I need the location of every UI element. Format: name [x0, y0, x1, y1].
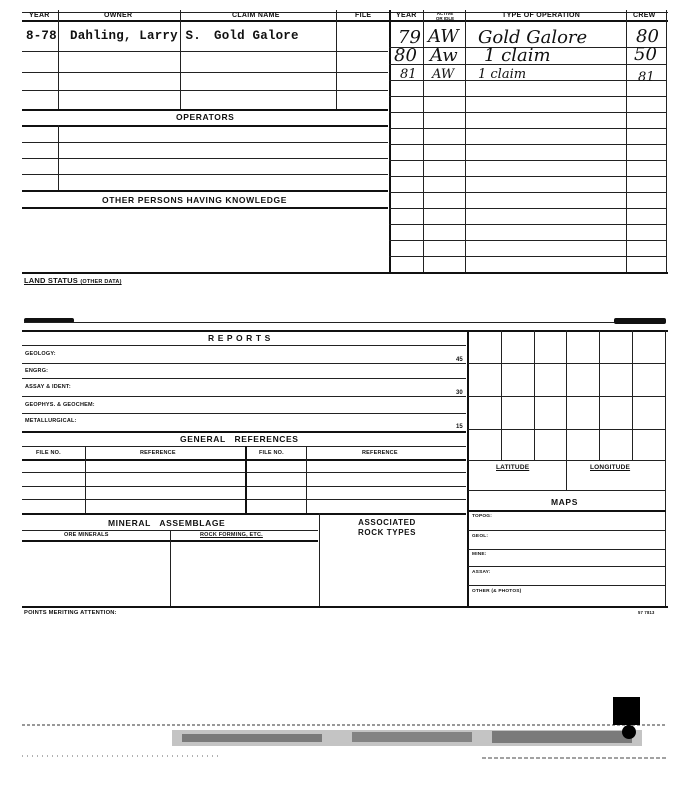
- op-status: AW: [432, 67, 455, 82]
- row-rule: [22, 207, 388, 209]
- scan-artifact-band: [22, 722, 666, 770]
- ops-row-rule: [389, 176, 667, 177]
- row-rule: [22, 142, 388, 143]
- refs-divider: [306, 446, 307, 513]
- associated-rock-types-heading: ASSOCIATED ROCK TYPES: [358, 518, 417, 537]
- report-label: GEOLOGY:: [25, 351, 56, 357]
- reports-rule: [22, 413, 466, 414]
- map-row-label: ASSAY:: [472, 570, 491, 575]
- ops-year-header: YEAR: [396, 12, 417, 19]
- reports-rule: [22, 363, 466, 364]
- maps-rule: [468, 530, 666, 531]
- claims-col-divider: [336, 10, 337, 110]
- ops-crew-header: CREW: [633, 12, 656, 19]
- rock-forming-header: ROCK FORMING, ETC.: [200, 532, 263, 538]
- refs-rule: [22, 513, 466, 515]
- mineral-divider: [319, 513, 320, 606]
- ops-row-rule: [389, 256, 667, 257]
- claim-name: Gold Galore: [214, 29, 299, 43]
- ops-row-rule: [389, 160, 667, 161]
- op-status: AW: [428, 26, 459, 47]
- claim-year: 8-78: [26, 29, 57, 43]
- map-row-label: TOPOG:: [472, 514, 493, 519]
- bottom-rule: [22, 606, 668, 608]
- op-type: 1 claim: [484, 45, 551, 66]
- grid-line: [468, 363, 666, 364]
- mineral-assemblage-heading: MINERAL ASSEMBLAGE: [108, 518, 226, 528]
- report-number: 15: [456, 424, 463, 430]
- ops-type-header: TYPE OF OPERATION: [502, 12, 581, 19]
- ops-row-rule: [389, 224, 667, 225]
- grid-line: [599, 330, 600, 460]
- separator-rule: [24, 322, 664, 323]
- grid-line: [468, 396, 666, 397]
- claims-table: [22, 10, 390, 272]
- ops-row-rule: [389, 144, 667, 145]
- map-row-label: OTHER (& PHOTOS): [472, 589, 522, 594]
- op-crew: 81: [638, 70, 655, 85]
- operations-divider: [423, 10, 424, 273]
- row-rule: [22, 174, 388, 175]
- map-row-label: GEOL:: [472, 534, 489, 539]
- op-crew: 80: [636, 26, 659, 47]
- claim-owner: Dahling, Larry S.: [70, 29, 201, 43]
- header-rule: [22, 20, 668, 22]
- ops-row-rule: [389, 208, 667, 209]
- refs-divider: [85, 446, 86, 513]
- report-label: ASSAY & IDENT:: [25, 384, 71, 390]
- operators-heading: OPERATORS: [176, 112, 235, 122]
- claims-year-header: YEAR: [29, 12, 50, 19]
- row-rule: [22, 158, 388, 159]
- operations-right-border: [666, 10, 667, 273]
- op-year: 80: [394, 45, 417, 66]
- maps-rule: [468, 549, 666, 550]
- refs-rule: [22, 459, 466, 461]
- claims-col-divider: [180, 10, 181, 110]
- reports-rule: [22, 431, 466, 433]
- report-number: 45: [456, 357, 463, 363]
- claims-owner-header: OWNER: [104, 12, 133, 19]
- op-crew: 50: [634, 44, 657, 65]
- operators-divider: [58, 125, 59, 190]
- scan-black-dot: [622, 725, 636, 739]
- grid-line: [534, 330, 535, 460]
- op-year: 79: [398, 27, 421, 48]
- maps-rule: [468, 490, 666, 491]
- map-row-label: MINE:: [472, 552, 487, 557]
- ops-active-header: ACTIVE OR IDLE: [435, 11, 455, 21]
- operations-divider: [626, 10, 627, 273]
- grid-line: [468, 429, 666, 430]
- operations-left-border: [389, 10, 391, 273]
- longitude-label: LONGITUDE: [590, 464, 631, 471]
- ref-reference-header: REFERENCE: [362, 450, 398, 456]
- op-status: Aw: [430, 45, 458, 66]
- refs-rule: [22, 499, 466, 500]
- refs-rule: [22, 446, 466, 447]
- operations-divider: [465, 10, 466, 273]
- ref-reference-header: REFERENCE: [140, 450, 176, 456]
- row-rule: [22, 109, 388, 111]
- grid-line: [501, 330, 502, 460]
- row-rule: [22, 90, 388, 91]
- ops-row-rule: [389, 192, 667, 193]
- reports-rule: [22, 345, 466, 346]
- form-number: 57 7813: [638, 610, 655, 615]
- ops-row-rule: [389, 112, 667, 113]
- mineral-divider: [170, 530, 171, 606]
- ref-file-no-header: FILE NO.: [36, 450, 61, 456]
- points-meriting-attention-label: POINTS MERITING ATTENTION:: [24, 610, 117, 616]
- report-number: 30: [456, 390, 463, 396]
- other-persons-heading: OTHER PERSONS HAVING KNOWLEDGE: [102, 195, 288, 205]
- grid-line: [632, 330, 633, 460]
- grid-line: [566, 330, 567, 490]
- op-type: 1 claim: [478, 67, 527, 82]
- reports-right-border: [467, 330, 469, 606]
- separator-bar-right: [614, 318, 666, 324]
- latitude-label: LATITUDE: [496, 464, 530, 471]
- reports-rule: [22, 378, 466, 379]
- ops-row-rule: [389, 80, 667, 81]
- report-label: GEOPHYS. & GEOCHEM:: [25, 402, 95, 408]
- grid-line: [468, 460, 666, 461]
- reports-top-rule: [22, 330, 668, 332]
- ore-minerals-header: ORE MINERALS: [64, 532, 109, 538]
- claims-name-header: CLAIM NAME: [232, 12, 280, 19]
- claims-col-divider: [58, 10, 59, 110]
- scan-black-block: [613, 697, 640, 725]
- reports-heading: R E P O R T S: [208, 333, 271, 343]
- ops-row-rule: [389, 96, 667, 97]
- land-status-heading: LAND STATUS (OTHER DATA): [24, 276, 122, 285]
- ops-row-rule: [389, 128, 667, 129]
- row-rule: [22, 51, 388, 52]
- ops-bottom-rule: [22, 272, 668, 274]
- claims-file-header: FILE: [355, 12, 372, 19]
- report-label: ENGRG:: [25, 368, 49, 374]
- refs-rule: [22, 486, 466, 487]
- maps-rule: [468, 566, 666, 567]
- maps-rule: [468, 510, 666, 512]
- maps-rule: [468, 585, 666, 586]
- row-rule: [22, 125, 388, 127]
- maps-heading: MAPS: [551, 497, 578, 507]
- right-border: [665, 330, 666, 606]
- refs-rule: [22, 472, 466, 473]
- refs-divider: [245, 446, 247, 513]
- row-rule: [22, 72, 388, 73]
- general-references-heading: GENERAL REFERENCES: [180, 434, 299, 444]
- ops-row-rule: [389, 240, 667, 241]
- op-year: 81: [400, 67, 417, 82]
- row-rule: [22, 190, 388, 192]
- reports-rule: [22, 396, 466, 397]
- op-type: Gold Galore: [478, 27, 588, 48]
- ref-file-no-header: FILE NO.: [259, 450, 284, 456]
- report-label: METALLURGICAL:: [25, 418, 77, 424]
